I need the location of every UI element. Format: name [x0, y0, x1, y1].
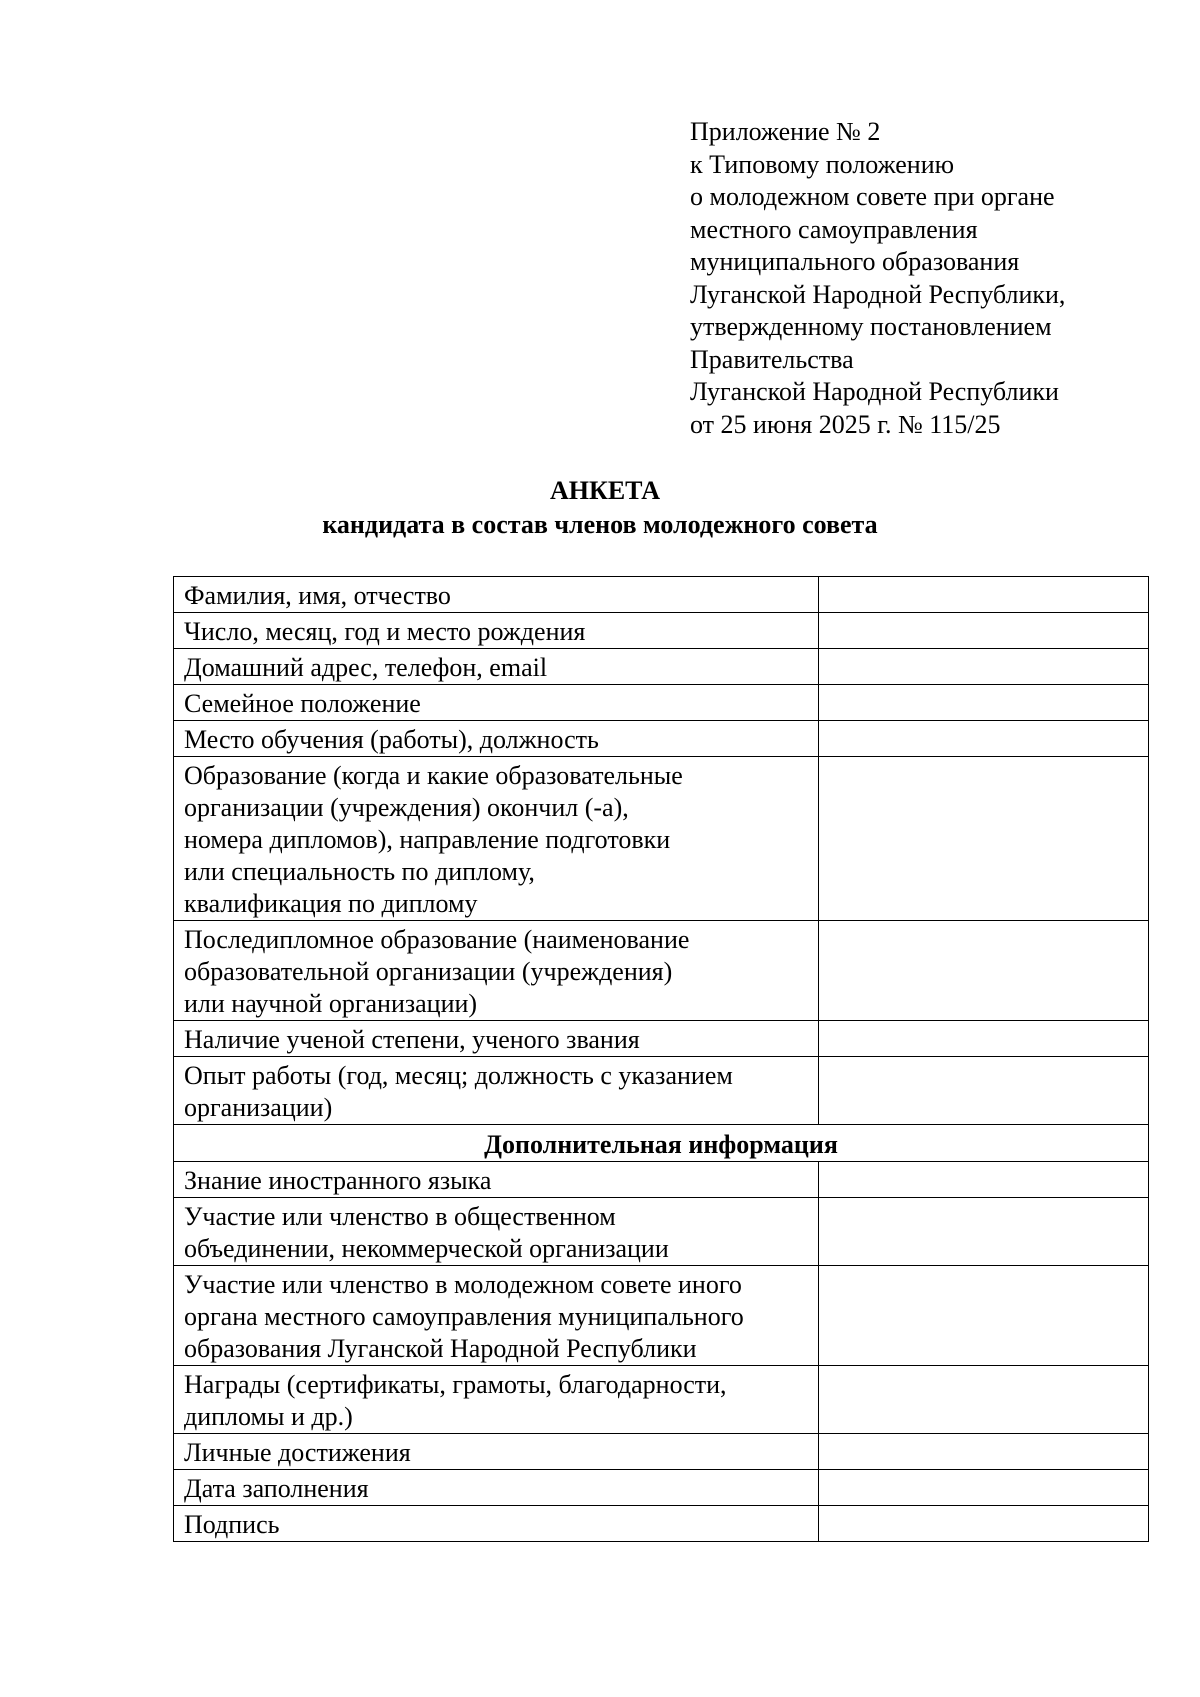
appendix-line: местного самоуправления	[690, 214, 978, 244]
appendix-line: Приложение № 2	[690, 117, 881, 146]
form-row-value-field[interactable]	[819, 1470, 1149, 1506]
form-row	[174, 1162, 1149, 1198]
form-row-label	[174, 685, 819, 721]
form-row-label-line: Участие или членство в молодежном совете иного	[184, 1270, 742, 1299]
form-row-label	[174, 1021, 819, 1057]
form-row-label-line: квалификация по диплому	[184, 889, 478, 918]
form-row-value-field[interactable]	[819, 1434, 1149, 1470]
section-heading-row	[174, 1125, 1149, 1162]
form-row	[174, 1266, 1149, 1366]
form-row-label	[174, 1470, 819, 1506]
form-row-label-line: органа местного самоуправления муниципального	[184, 1302, 744, 1331]
appendix-line: муниципального образования	[690, 247, 1020, 276]
form-row-value-field[interactable]	[819, 613, 1149, 649]
document-title	[0, 474, 1200, 542]
form-row-label-line: Семейное положение	[184, 689, 421, 718]
form-row-label-line: Наличие ученой степени, ученого звания	[184, 1025, 640, 1054]
form-row-label	[174, 1434, 819, 1470]
form-row-label-line: или специальность по диплому,	[184, 857, 535, 886]
form-row-label-line: организации (учреждения) окончил (-а),	[184, 793, 629, 822]
form-row-label	[174, 649, 819, 685]
form-row-label-line: Награды (сертификаты, грамоты, благодарности,	[184, 1370, 727, 1399]
form-row	[174, 577, 1149, 613]
form-row-label-line: Фамилия, имя, отчество	[184, 581, 451, 610]
form-row-value-field[interactable]	[819, 1021, 1149, 1057]
form-row	[174, 649, 1149, 685]
title-main: АНКЕТА	[549, 476, 661, 505]
form-row-label	[174, 1057, 819, 1125]
form-row-value-field[interactable]	[819, 685, 1149, 721]
form-row-label-line: Образование (когда и какие образовательные	[184, 761, 683, 790]
appendix-line: Правительства	[690, 344, 854, 374]
appendix-line: о молодежном совете при органе	[690, 182, 1055, 211]
title-subtitle: кандидата в состав членов молодежного совета	[322, 510, 878, 539]
form-row-label-line: Подпись	[184, 1510, 280, 1539]
form-row-label-line: Участие или членство в общественном	[184, 1202, 616, 1231]
questionnaire-table	[173, 576, 1149, 1542]
form-row-label	[174, 921, 819, 1021]
form-row-label-line: Дата заполнения	[184, 1474, 369, 1503]
form-row	[174, 1057, 1149, 1125]
form-row-label-line: объединении, некоммерческой организации	[184, 1234, 669, 1263]
form-row-value-field[interactable]	[819, 649, 1149, 685]
form-row-label-line: Число, месяц, год и место рождения	[184, 617, 586, 646]
form-row-label-line: Опыт работы (год, месяц; должность с указанием	[184, 1061, 733, 1090]
form-row-value-field[interactable]	[819, 757, 1149, 921]
form-row	[174, 1506, 1149, 1542]
form-row-label	[174, 721, 819, 757]
form-row-label	[174, 613, 819, 649]
form-row-label-line: организации)	[184, 1093, 333, 1122]
form-row-label	[174, 1198, 819, 1266]
form-row	[174, 1021, 1149, 1057]
form-row-label-line: образовательной организации (учреждения)	[184, 957, 673, 986]
form-row	[174, 1366, 1149, 1434]
form-row-value-field[interactable]	[819, 1198, 1149, 1266]
form-row-value-field[interactable]	[819, 1366, 1149, 1434]
form-row-value-field[interactable]	[819, 1057, 1149, 1125]
form-row-value-field[interactable]	[819, 921, 1149, 1021]
form-row	[174, 1434, 1149, 1470]
form-row	[174, 921, 1149, 1021]
form-row-value-field[interactable]	[819, 1162, 1149, 1198]
form-row-label-line: дипломы и др.)	[184, 1402, 353, 1431]
form-row	[174, 685, 1149, 721]
form-row-label-line: Место обучения (работы), должность	[184, 725, 599, 754]
form-row-label-line: номера дипломов), направление подготовки	[184, 825, 671, 854]
form-row-label-line: или научной организации)	[184, 989, 478, 1018]
appendix-block	[690, 116, 1170, 441]
appendix-line: от 25 июня 2025 г. № 115/25	[690, 409, 1001, 439]
form-row-label	[174, 1366, 819, 1434]
form-row-value-field[interactable]	[819, 1266, 1149, 1366]
form-row-label-line: Знание иностранного языка	[184, 1166, 492, 1195]
section-heading: Дополнительная информация	[174, 1125, 1149, 1162]
form-row-label-line: образования Луганской Народной Республики	[184, 1334, 697, 1363]
form-row-label-line: Последипломное образование (наименование	[184, 925, 690, 954]
appendix-line: к Типовому положению	[690, 149, 955, 179]
form-row	[174, 1198, 1149, 1266]
form-row	[174, 613, 1149, 649]
form-row-label	[174, 1162, 819, 1198]
form-row-value-field[interactable]	[819, 577, 1149, 613]
form-row-label-line: Личные достижения	[184, 1438, 411, 1467]
form-row	[174, 721, 1149, 757]
form-row-label	[174, 577, 819, 613]
appendix-line: утвержденному постановлением	[690, 312, 1052, 341]
form-row-label	[174, 757, 819, 921]
form-row	[174, 1470, 1149, 1506]
form-row-label	[174, 1506, 819, 1542]
appendix-line: Луганской Народной Республики	[690, 377, 1059, 406]
form-row	[174, 757, 1149, 921]
form-row-label	[174, 1266, 819, 1366]
form-row-value-field[interactable]	[819, 721, 1149, 757]
appendix-line: Луганской Народной Республики,	[690, 279, 1066, 309]
form-row-label-line: Домашний адрес, телефон, email	[184, 653, 548, 682]
form-row-value-field[interactable]	[819, 1506, 1149, 1542]
